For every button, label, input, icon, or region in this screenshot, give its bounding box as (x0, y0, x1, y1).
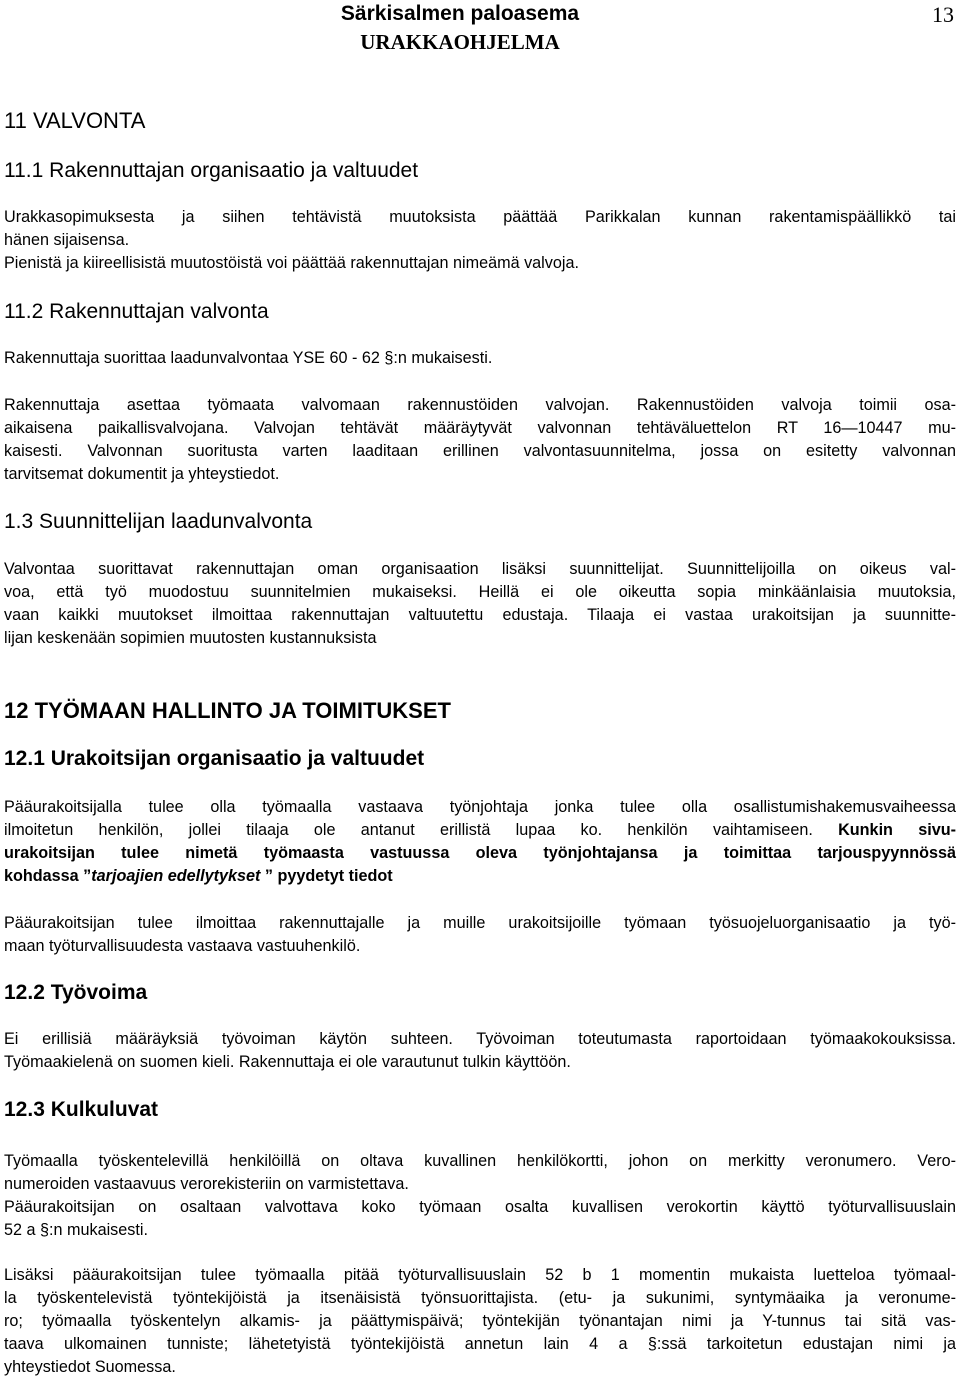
text-line: kaisesti. Valvonnan suoritusta varten laaditaan erillinen valvontasuunnitelma, jossa on esitetty valvonnan (4, 442, 956, 460)
text-line (4, 819, 956, 842)
paragraph-1-3 (4, 558, 956, 650)
paragraph-12-1-a (4, 796, 956, 888)
text-line: yhteystiedot Suomessa. (4, 1358, 176, 1376)
text-line: Valvontaa suorittavat rakennuttajan oman organisaation lisäksi suunnittelijat. Suunnittelijoilla on oikeus val- (4, 560, 956, 578)
page-header (0, 0, 960, 62)
section-heading-11: 11 VALVONTA (4, 108, 146, 133)
text-line: Rakennuttaja suorittaa laadunvalvontaa YSE 60 - 62 §:n mukaisesti. (4, 349, 493, 367)
paragraph-11-1-a (4, 206, 956, 252)
text-line: Työmaalla työskentelevillä henkilöillä on oltava kuvallinen henkilökortti, johon on merkitty veronumero. Vero- (4, 1152, 956, 1170)
paragraph-11-2-a (4, 347, 956, 370)
paragraph-12-3-b (4, 1196, 956, 1242)
header-title: Särkisalmen paloasema (340, 2, 580, 25)
text-line: maan työturvallisuudesta vastaava vastuuhenkilö. (4, 937, 361, 955)
text-line: tarvitsemat dokumentit ja yhteystiedot. (4, 465, 280, 483)
text-line: taava ulkomainen tunniste; lähetetyistä työntekijöistä annetun lain 4 a §:ssä tarkoitetun edustajan nimi ja (4, 1335, 956, 1353)
text-line: Pienistä ja kiireellisistä muutostöistä voi päättää rakennuttajan nimeämä valvoja. (4, 254, 579, 272)
emphasis-text-line: urakoitsijan tulee nimetä työmaasta vastuussa oleva työnjohtajansa ja toimittaa tarjouspyynnössä (4, 844, 956, 862)
subsection-heading-12-3: 12.3 Kulkuluvat (4, 1098, 159, 1121)
subsection-heading-12-2: 12.2 Työvoima (4, 981, 148, 1004)
subsection-heading-1-3: 1.3 Suunnittelijan laadunvalvonta (4, 510, 313, 533)
subsection-heading-11-1: 11.1 Rakennuttajan organisaatio ja valtuudet (4, 159, 419, 182)
paragraph-12-1-b (4, 912, 956, 958)
header-subtitle: URAKKAOHJELMA (360, 30, 560, 54)
emphasis-text-line (4, 865, 956, 888)
italic-emphasis-text: tarjoajien edellytykset (91, 867, 261, 885)
text-line: la työskentelevistä työntekijöistä ja itsenäisistä työnsuorittajista. (etu- ja sukunimi, syntymäaika ja veronume- (4, 1289, 956, 1307)
text-line: Urakkasopimuksesta ja siihen tehtävistä muutoksista päättää Parikkalan kunnan rakentamispäällikkö tai (4, 208, 956, 226)
text-line: Pääurakoitsijan on osaltaan valvottava koko työmaan osalta kuvallisen verokortin käyttö työturvallisuuslain (4, 1198, 956, 1216)
paragraph-12-3-c (4, 1264, 956, 1379)
text-line: voa, että työ muodostuu suunnitelmien mukaiseksi. Heillä ei ole oikeutta sopia minkäänlaisia muutoksia, (4, 583, 956, 601)
paragraph-11-1-b (4, 252, 956, 275)
text-line: Pääurakoitsijalla tulee olla työmaalla vastaava työnjohtaja jonka tulee olla osallistumishakemusvaiheessa (4, 798, 956, 816)
text-line: Lisäksi pääurakoitsijan tulee työmaalla pitää työturvallisuuslain 52 b 1 momentin mukaista luetteloa työmaal- (4, 1266, 956, 1284)
text-line: Pääurakoitsijan tulee ilmoittaa rakennuttajalle ja muille urakoitsijoille työmaan työsuojeluorganisaatio ja työ- (4, 914, 956, 932)
paragraph-11-2-b (4, 394, 956, 486)
text-line: Rakennuttaja asettaa työmaata valvomaan rakennustöiden valvojan. Rakennustöiden valvoja toimii osa- (4, 396, 956, 414)
text-line: Työmaakielenä on suomen kieli. Rakennuttaja ei ole varautunut tulkin käyttöön. (4, 1053, 571, 1071)
text-line: Ei erillisiä määräyksiä työvoiman käytön suhteen. Työvoiman toteutumasta raportoidaan työmaakokouksissa. (4, 1030, 956, 1048)
section-heading-12: 12 TYÖMAAN HALLINTO JA TOIMITUKSET (4, 698, 451, 723)
text-run: ilmoitetun henkilön, jollei tilaaja ole antanut erillistä lupaa ko. henkilön vaihtamiseen. (4, 821, 839, 839)
text-line: numeroiden vastaavuus verorekisteriin on varmistettava. (4, 1175, 409, 1193)
emphasis-text: Kunkin sivu- (838, 821, 956, 839)
text-line: 52 a §:n mukaisesti. (4, 1221, 148, 1239)
subsection-heading-11-2: 11.2 Rakennuttajan valvonta (4, 300, 269, 323)
page-number: 13 (932, 2, 954, 27)
text-line: lijan keskenään sopimien muutosten kustannuksista (4, 629, 377, 647)
paragraph-12-2 (4, 1028, 956, 1074)
text-run: ” pyydetyt tiedot (260, 867, 393, 885)
text-line: ro; työmaalla työskentelyn alkamis- ja päättymispäivä; työntekijän työnantajan nimi ja Y-tunnus tai sitä vas- (4, 1312, 956, 1330)
text-line: hänen sijaisensa. (4, 231, 130, 249)
text-run: kohdassa ” (4, 867, 92, 885)
text-line: aikaisena paikallisvalvojana. Valvojan tehtävät määräytyvät valvonnan tehtäväluettelon RT 16—10447 mu- (4, 419, 956, 437)
paragraph-12-3-a (4, 1150, 956, 1196)
text-line: vaan kaikki muutokset ilmoittaa rakennuttajan valtuutettu edustaja. Tilaaja ei vastaa urakoitsijan ja suunnitte- (4, 606, 956, 624)
subsection-heading-12-1: 12.1 Urakoitsijan organisaatio ja valtuudet (4, 747, 425, 770)
